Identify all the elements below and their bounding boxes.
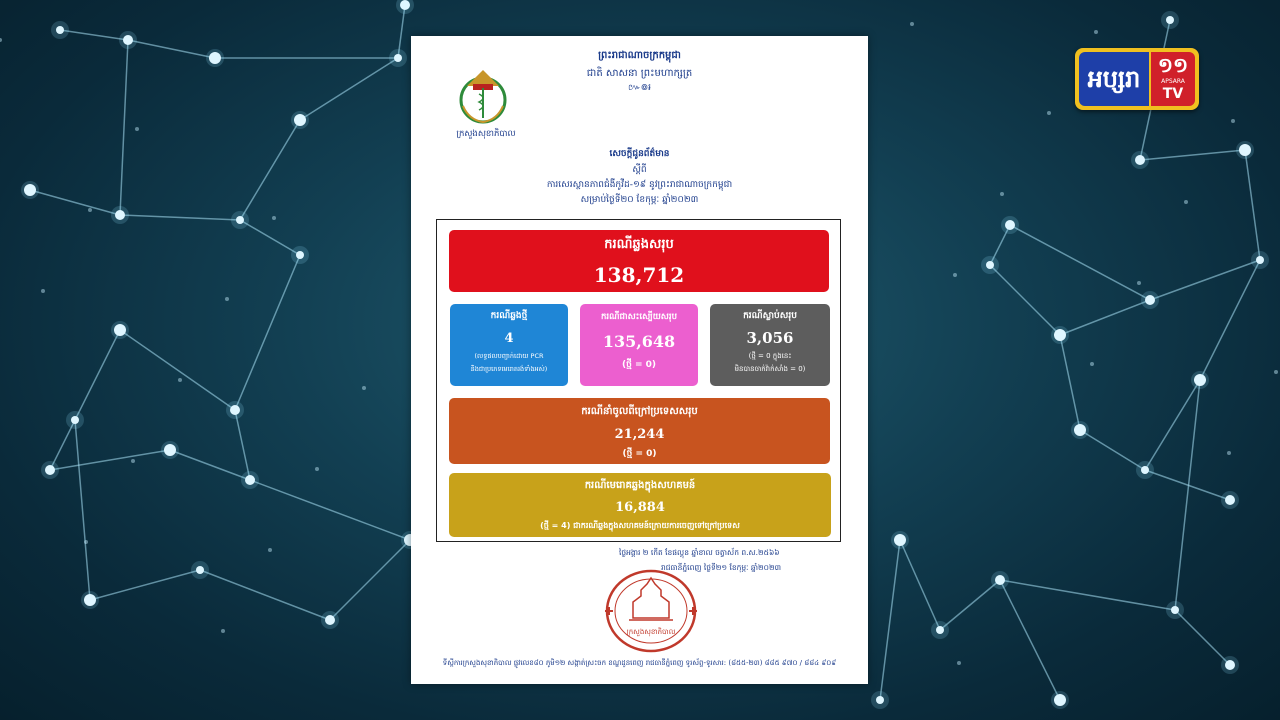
network-line: [240, 220, 300, 255]
total-cases-label: ករណីឆ្លងសរុប: [604, 237, 674, 252]
network-dot: [1231, 119, 1235, 123]
network-line: [900, 540, 940, 630]
network-line: [240, 120, 300, 220]
new-cases-note: (លទ្ធផលបញ្ជាក់ដោយ PCR: [474, 352, 544, 360]
network-dot: [953, 273, 957, 277]
apsara-tv-logo: [1075, 48, 1199, 110]
recovered-value: 135,648: [602, 332, 676, 351]
network-node: [876, 696, 884, 704]
network-line: [1060, 300, 1150, 335]
network-dot: [84, 540, 88, 544]
network-line: [300, 58, 398, 120]
network-line: [1000, 580, 1060, 700]
network-line: [1245, 150, 1260, 260]
network-dot: [225, 297, 229, 301]
network-node: [123, 35, 133, 45]
network-dot: [221, 629, 225, 633]
network-node: [296, 251, 304, 259]
network-node: [71, 416, 79, 424]
national-motto: ជាតិ សាសនា ព្រះមហាក្សត្រ: [586, 68, 693, 79]
solar-date: រាជធានីភ្នំពេញ ថ្ងៃទី២១ ខែកុម្ភៈ ឆ្នាំ២០២៣: [661, 563, 782, 572]
network-line: [128, 40, 215, 58]
network-line: [120, 40, 128, 215]
network-line: [1010, 225, 1150, 300]
network-node: [236, 216, 244, 224]
network-line: [60, 30, 128, 40]
network-dot: [1000, 192, 1004, 196]
network-dot: [362, 386, 366, 390]
network-node: [1135, 155, 1145, 165]
network-node: [1166, 16, 1174, 24]
community-cases-box: [449, 473, 831, 537]
network-node: [1145, 295, 1155, 305]
network-node: [164, 444, 176, 456]
network-line: [90, 570, 200, 600]
network-line: [990, 265, 1060, 335]
new-cases-value: 4: [504, 331, 514, 346]
covid-report-document: [411, 36, 868, 684]
tv-logo-name: អប្សរា: [1079, 52, 1149, 106]
network-node: [1171, 606, 1179, 614]
recovered-label: ករណីជាសះស្បើយសរុប: [601, 312, 677, 322]
deaths-note: (ថ្មី = 0 ក្នុងនេះ: [748, 352, 792, 360]
network-line: [1140, 150, 1245, 160]
network-dot: [910, 22, 914, 26]
network-dot: [0, 38, 2, 42]
network-node: [1005, 220, 1015, 230]
network-line: [75, 330, 120, 420]
network-dot: [1227, 451, 1231, 455]
network-dot: [1137, 281, 1141, 285]
lunar-date: ថ្ងៃអង្គារ ២ កើត ខែផល្គុន ឆ្នាំខាល ចត្វាស័ក ព.ស.២៥៦៦: [619, 548, 780, 557]
network-node: [936, 626, 944, 634]
network-node: [230, 405, 240, 415]
report-date: សម្រាប់ថ្ងៃទី២០ ខែកុម្ភៈ ឆ្នាំ២០២៣: [580, 195, 699, 205]
ministry-logo-icon: [455, 66, 511, 126]
report-subtitle: ស្តីពី: [632, 165, 647, 175]
network-node: [56, 26, 64, 34]
network-line: [1175, 610, 1230, 665]
network-line: [75, 420, 90, 600]
network-dot: [135, 127, 139, 131]
total-cases-box: [449, 230, 829, 292]
community-cases-label: ករណីមេរោគឆ្លងក្នុងសហគមន៍: [584, 480, 696, 491]
network-node: [294, 114, 306, 126]
network-node: [196, 566, 204, 574]
seal-text: ក្រសួងសុខាភិបាល: [626, 628, 676, 636]
recovered-note: (ថ្មី = 0): [621, 360, 656, 370]
report-title: សេចក្តីជូនព័ត៌មាន: [609, 149, 670, 159]
network-line: [235, 255, 300, 410]
network-dot: [88, 208, 92, 212]
network-dot: [268, 548, 272, 552]
network-line: [1080, 430, 1145, 470]
network-node: [1054, 694, 1066, 706]
network-line: [1060, 335, 1080, 430]
network-node: [1225, 660, 1235, 670]
network-node: [1194, 374, 1206, 386]
network-node: [1225, 495, 1235, 505]
network-node: [24, 184, 36, 196]
imported-cases-box: [449, 398, 830, 464]
network-node: [995, 575, 1005, 585]
network-line: [120, 215, 240, 220]
network-dot: [957, 661, 961, 665]
community-cases-note: (ថ្មី = 4) ជាករណីឆ្លងក្នុងសហគមន៍ក្រោយការចេញទៅក្រៅប្រទេស: [540, 521, 740, 530]
kingdom-title: ព្រះរាជាណាចក្រកម្ពុជា: [598, 50, 681, 61]
network-node: [84, 594, 96, 606]
deaths-note-2: មិនបានចាក់វ៉ាក់សាំង = 0): [734, 365, 806, 373]
network-node: [986, 261, 994, 269]
network-node: [209, 52, 221, 64]
network-dot: [315, 467, 319, 471]
deaths-value: 3,056: [746, 329, 794, 347]
network-node: [894, 534, 906, 546]
network-node: [1141, 466, 1149, 474]
network-line: [330, 540, 410, 620]
network-dot: [1184, 200, 1188, 204]
imported-cases-value: 21,244: [614, 427, 665, 442]
report-topic: ការសេរស្ថានភាពជំងឺកូវីដ-១៩ នូវព្រះរាជាណាចក្រកម្ពុជា: [546, 180, 733, 190]
tv-logo-number: ១១: [1157, 53, 1189, 77]
network-dot: [1274, 370, 1278, 374]
imported-cases-note: (ថ្មី = 0): [622, 449, 657, 459]
new-cases-note-2: និងជាប្រភេទមេរោគរង់ទាំងអស់): [470, 365, 548, 373]
tv-logo-sub: APSARA: [1161, 78, 1185, 85]
stats-frame: [436, 219, 841, 542]
deaths-box: [710, 304, 830, 386]
network-line: [30, 190, 120, 215]
network-node: [1054, 329, 1066, 341]
network-dot: [272, 216, 276, 220]
network-line: [200, 570, 330, 620]
official-seal-icon: [601, 566, 701, 656]
deaths-label: ករណីស្លាប់សរុប: [743, 311, 797, 321]
network-node: [1239, 144, 1251, 156]
motto-ornament: ៚៙៛: [627, 83, 652, 93]
network-line: [170, 450, 250, 480]
network-node: [114, 324, 126, 336]
recovered-box: [580, 304, 698, 386]
network-dot: [178, 378, 182, 382]
ministry-address: ទីស្តីការក្រសួងសុខាភិបាល ផ្លូវលេខ៨០ ភូមិ១២ សង្កាត់ស្រះចក ខណ្ឌដូនពេញ រាជធានីភ្នំពេញ ទូរស័ព្ទ-ទូរសារ: (៨៥៥-២៣) ៨៨៥ ៩៧០ / ៨៨៤ ៩០៩: [442, 659, 837, 667]
network-line: [1000, 580, 1175, 610]
network-node: [394, 54, 402, 62]
network-node: [245, 475, 255, 485]
network-dot: [1094, 30, 1098, 34]
network-line: [250, 480, 410, 540]
network-node: [1074, 424, 1086, 436]
network-dot: [1090, 362, 1094, 366]
network-node: [45, 465, 55, 475]
community-cases-value: 16,884: [615, 500, 665, 515]
network-line: [880, 540, 900, 700]
network-line: [235, 410, 250, 480]
network-node: [400, 0, 410, 10]
tv-logo-tv: TV: [1162, 86, 1184, 102]
network-dot: [41, 289, 45, 293]
network-dot: [131, 459, 135, 463]
network-node: [1256, 256, 1264, 264]
total-cases-value: 138,712: [593, 263, 685, 287]
network-line: [50, 450, 170, 470]
network-line: [940, 580, 1000, 630]
network-node: [115, 210, 125, 220]
tv-logo-badge: [1151, 52, 1195, 106]
ministry-name: ក្រសួងសុខាភិបាល: [456, 129, 516, 139]
network-node: [325, 615, 335, 625]
new-cases-box: [450, 304, 568, 386]
imported-cases-label: ករណីនាំចូលពីក្រៅប្រទេសសរុប: [581, 406, 698, 417]
new-cases-label: ករណីឆ្លងថ្មី: [490, 311, 528, 321]
network-dot: [1047, 111, 1051, 115]
network-line: [120, 330, 235, 410]
